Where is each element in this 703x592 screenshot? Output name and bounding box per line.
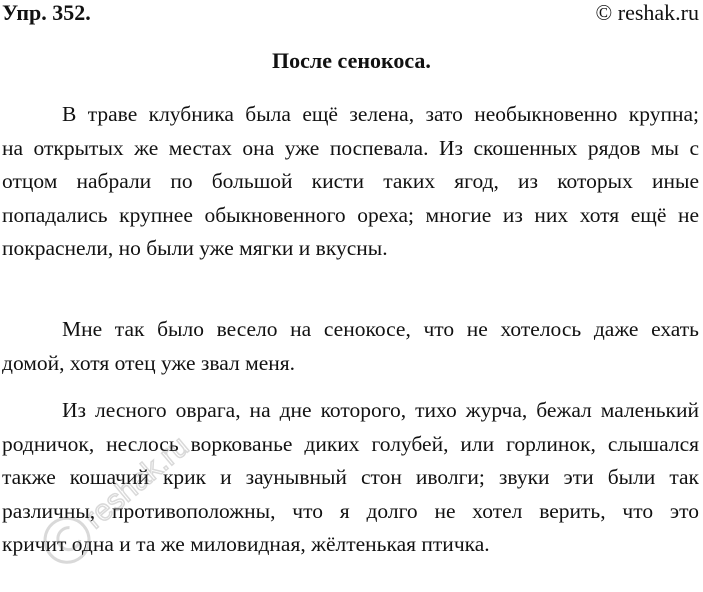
text-line: Мне так было весело на сенокосе, что не хотелось даже ехать — [62, 317, 699, 341]
text-line: попадались крупнее обыкновенного ореха; многие из них хотя ещё не — [2, 202, 699, 227]
text-line: также кошачий крик и заунывный стон иволги; звуки эти были так — [2, 465, 699, 489]
text-line: кричит одна и та же миловидная, жёлтенькая птичка. — [2, 532, 490, 556]
text-line: домой, хотя отец уже звал меня. — [2, 350, 296, 375]
paragraph-2 — [2, 313, 699, 380]
watermark-text: reshak.ru — [78, 429, 196, 536]
paragraph-3 — [2, 394, 699, 562]
paragraph-1 — [2, 98, 699, 266]
text-line: родничок, неслось воркованье диких голубей, или горлинок, слышался — [2, 431, 699, 456]
text-line: Из лесного оврага, на дне которого, тихо журча, бежал маленький — [62, 398, 699, 422]
text-line: на открытых же местах она уже поспевала. Из скошенных рядов мы с — [2, 135, 699, 160]
exercise-number: Упр. 352. — [2, 0, 91, 25]
text-line: покраснели, но были уже мягки и вкусны. — [2, 236, 388, 260]
header — [0, 0, 703, 28]
text-line: различны, противоположны, что я долго не хотел верить, что это — [2, 498, 699, 523]
text-title: После сенокоса. — [272, 48, 431, 73]
text-line: В траве клубника была ещё зелена, зато необыкновенно крупна; — [62, 102, 699, 126]
text-line: отцом набрали по большой кисти таких ягод, из которых иные — [2, 169, 699, 193]
site-credit: © reshak.ru — [595, 0, 699, 25]
